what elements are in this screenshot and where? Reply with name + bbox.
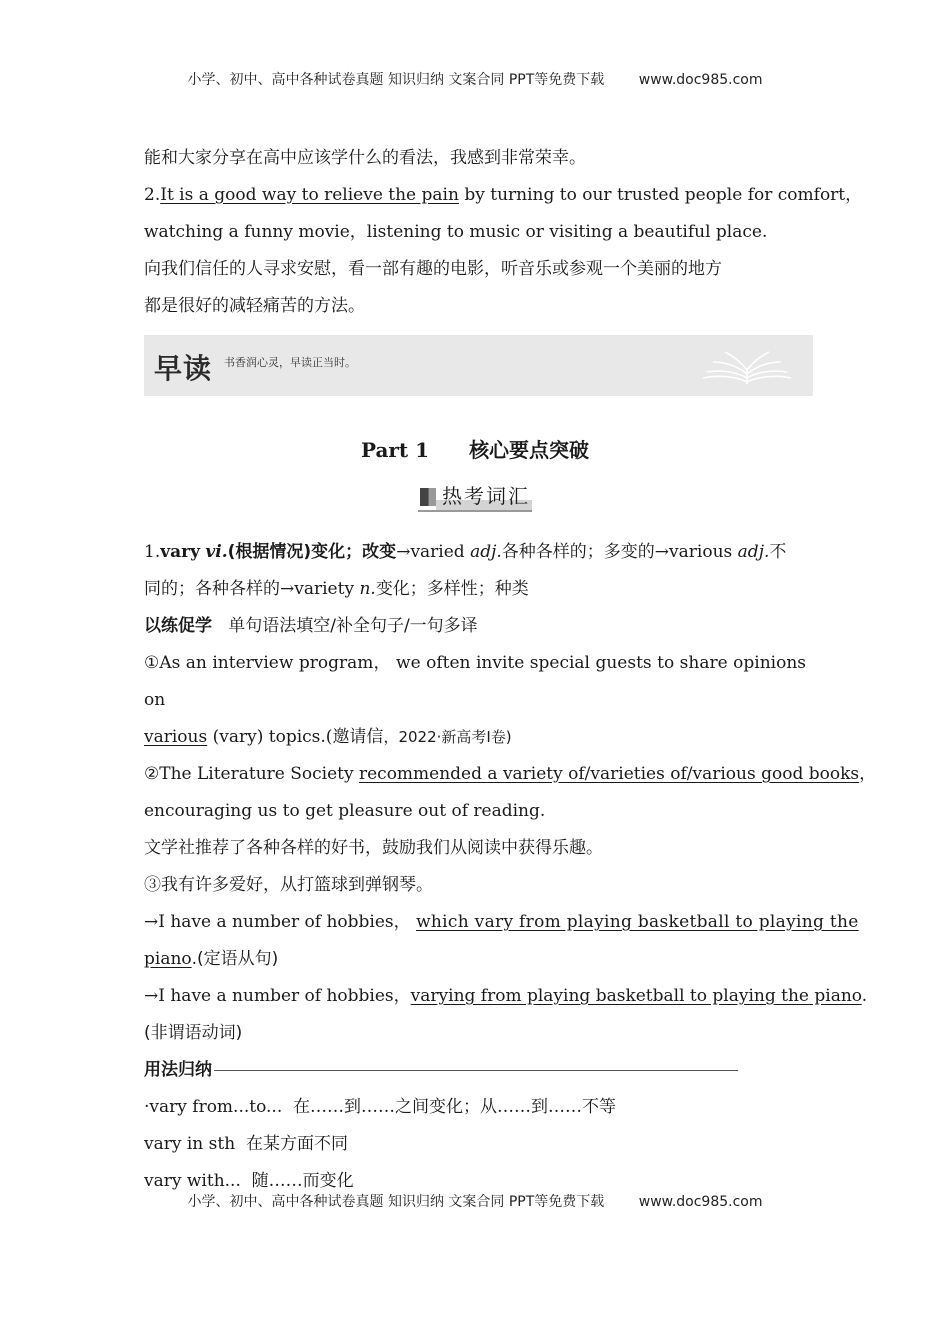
underlined-answer: various [144, 727, 208, 747]
grammar-note: .(定语从句) [191, 949, 279, 969]
intro-cn-line-2: 都是很好的减轻痛苦的方法。 [144, 296, 365, 316]
sentence-text: →I have a number of hobbies， [144, 912, 417, 932]
footer-text: 小学、初中、高中各种试卷真题 知识归纳 文案合同 PPT等免费下载 [187, 1194, 605, 1210]
part-of-speech: adj. [737, 542, 770, 562]
banner-subtitle: 书香润心灵，早读正当时。 [224, 356, 356, 369]
item-number: 2. [144, 185, 161, 205]
usage-title: 用法归纳 [144, 1060, 212, 1080]
page-footer [0, 1191, 950, 1211]
section-heading: 热考词汇 [442, 484, 530, 508]
derived-word: varied [410, 542, 471, 562]
usage-meaning: 在……到……之间变化；从……到……不等 [293, 1097, 617, 1117]
page-header [0, 69, 950, 89]
definition: 不 [769, 542, 787, 562]
definition: 变化；多样性；种类 [375, 579, 529, 599]
arrow-icon: → [280, 579, 295, 599]
usage-phrase: ·vary from...to... [144, 1097, 283, 1117]
sentence-text: by turning to our trusted people for comfort， [458, 185, 863, 205]
q1-line-2 [144, 719, 806, 756]
practice-label: 以练促学 [144, 616, 212, 636]
q3-cn: ③我有许多爱好，从打篮球到弹钢琴。 [144, 875, 433, 895]
usage-meaning: 随……而变化 [251, 1171, 354, 1191]
intro-item-2-line-2: watching a funny movie，listening to music or visiting a beautiful place. [144, 222, 768, 242]
usage-phrase: vary with... [144, 1171, 241, 1191]
sentence-text: (vary) topics.( [207, 727, 333, 747]
sentence-text: →I have a number of hobbies， [144, 986, 411, 1006]
part-title [144, 434, 806, 474]
source-type: 邀请信 [332, 727, 384, 747]
part-of-speech: adj. [470, 542, 502, 562]
derived-word: various [669, 542, 738, 562]
usage-phrase: vary in sth [144, 1134, 236, 1154]
q2-line-2: encouraging us to get pleasure out of reading. [144, 801, 546, 821]
derived-word: variety [294, 579, 360, 599]
underlined-answer: piano [144, 949, 192, 969]
banner-title: 早读 [154, 352, 213, 385]
q3-answer-a-line-1 [144, 904, 859, 941]
q1-line-1: ①As an interview program， we often invite special guests to share opinions on [144, 653, 806, 710]
q2-cn: 文学社推荐了各种各样的好书，鼓励我们从阅读中获得乐趣。 [144, 838, 603, 858]
header-site-link[interactable]: www.doc985.com [638, 72, 763, 88]
headword: vary [160, 542, 200, 562]
q3-answer-b-line-1 [144, 978, 868, 1015]
sentence-text: ②The Literature Society [144, 764, 359, 784]
divider-line [214, 1070, 738, 1071]
document-content [144, 140, 877, 1200]
vocab-entry-line-1 [144, 534, 806, 571]
footer-site-link[interactable]: www.doc985.com [638, 1194, 763, 1210]
underlined-answer: It is a good way to relieve the pain [160, 185, 459, 205]
practice-desc: 单句语法填空/补全句子/一句多译 [228, 616, 478, 636]
practice-heading [144, 608, 806, 645]
part-of-speech: n. [359, 579, 376, 599]
q3-answer-a-line-2 [144, 941, 806, 978]
usage-item [144, 1089, 806, 1126]
part-heading: 核心要点突破 [469, 438, 590, 462]
underlined-answer: varying from playing basketball to playing the piano [410, 986, 862, 1006]
vocab-entry-line-2 [144, 571, 806, 608]
open-book-icon [699, 348, 795, 386]
intro-item-2 [144, 177, 863, 214]
part-of-speech: vi. [205, 542, 228, 562]
morning-reading-banner [144, 335, 813, 396]
intro-cn-line-1: 向我们信任的人寻求安慰，看一部有趣的电影，听音乐或参观一个美丽的地方 [144, 259, 722, 279]
section-title [144, 482, 806, 534]
underlined-answer: which vary from playing basketball to playing the [416, 912, 859, 932]
usage-heading [144, 1052, 806, 1089]
q3-answer-b-note: (非谓语动词) [144, 1023, 243, 1043]
definition: (根据情况)变化；改变 [227, 542, 397, 562]
item-number: 1. [144, 542, 161, 562]
sentence-text: . [861, 986, 868, 1006]
usage-meaning: 在某方面不同 [245, 1134, 348, 1154]
part-label: Part 1 [360, 438, 430, 462]
definition: 同的；各种各样的 [144, 579, 280, 599]
arrow-icon: → [654, 542, 670, 562]
intro-line-1: 能和大家分享在高中应该学什么的看法，我感到非常荣幸。 [144, 148, 586, 168]
source-exam: ，2022·新高考Ⅰ卷) [383, 728, 512, 746]
sentence-text: ， [859, 764, 877, 784]
definition: 各种各样的；多变的 [501, 542, 655, 562]
q2-line-1 [144, 756, 877, 793]
arrow-icon: → [396, 542, 411, 562]
usage-item [144, 1126, 806, 1163]
underlined-answer: recommended a variety of/varieties of/various good books [358, 764, 860, 784]
header-text: 小学、初中、高中各种试卷真题 知识归纳 文案合同 PPT等免费下载 [187, 72, 605, 88]
